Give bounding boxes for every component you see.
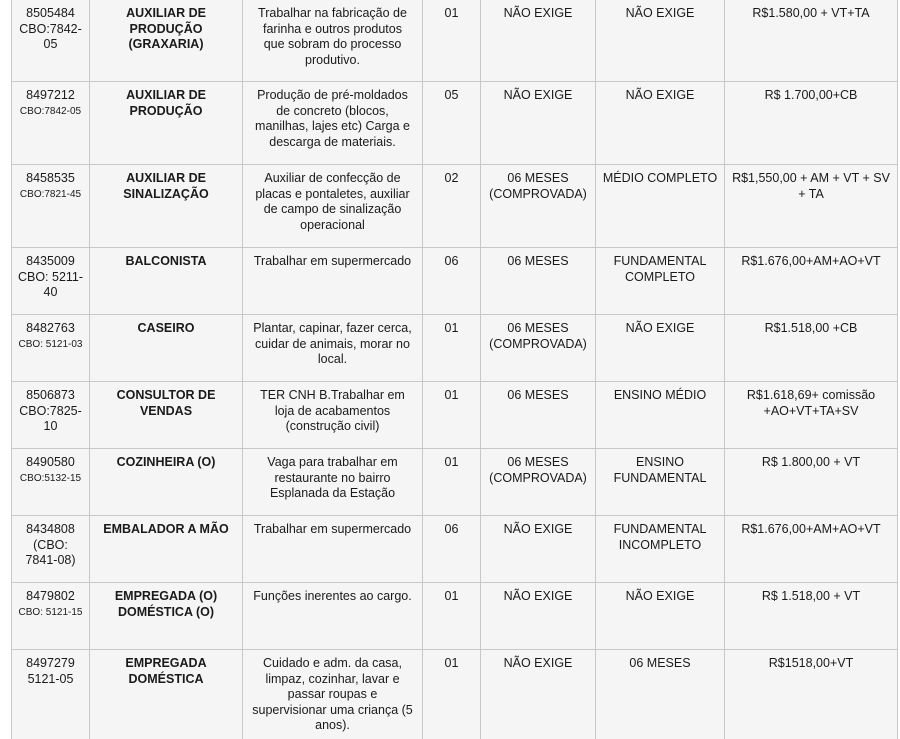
experience: NÃO EXIGE	[481, 82, 596, 165]
table-row	[12, 165, 898, 248]
job-title: COZINHEIRA (O)	[90, 449, 243, 516]
cbo-code: CBO: 5121-03	[18, 338, 83, 350]
vacancies: 01	[423, 382, 481, 449]
salary: R$1.618,69+ comissão +AO+VT+TA+SV	[725, 382, 898, 449]
job-code-cell	[12, 315, 90, 382]
cbo-code: CBO: 5121-15	[18, 606, 83, 618]
job-description: Produção de pré-moldados de concreto (blocos, manilhas, lajes etc) Carga e descarga de materiais.	[243, 82, 423, 165]
education: NÃO EXIGE	[596, 0, 725, 82]
cbo-code: CBO:7825-10	[19, 403, 82, 433]
vacancies: 01	[423, 315, 481, 382]
education: FUNDAMENTAL COMPLETO	[596, 248, 725, 315]
education: ENSINO FUNDAMENTAL	[596, 449, 725, 516]
cbo-code: 5121-05	[27, 671, 74, 686]
education: 06 MESES	[596, 650, 725, 739]
job-code: 8458535	[26, 171, 75, 185]
cbo-code: (CBO: 7841-08)	[25, 537, 76, 567]
table-row	[12, 382, 898, 449]
job-code: 8435009	[26, 254, 75, 268]
job-title: CONSULTOR DE VENDAS	[90, 382, 243, 449]
job-title: BALCONISTA	[90, 248, 243, 315]
job-table-body	[12, 0, 898, 739]
vacancies: 05	[423, 82, 481, 165]
table-row	[12, 449, 898, 516]
job-description: Funções inerentes ao cargo.	[243, 583, 423, 650]
experience: 06 MESES (COMPROVADA)	[481, 315, 596, 382]
job-code: 8506873	[26, 388, 75, 402]
job-title: EMBALADOR A MÃO	[90, 516, 243, 583]
table-row	[12, 516, 898, 583]
education: MÉDIO COMPLETO	[596, 165, 725, 248]
job-description: Auxiliar de confecção de placas e pontaletes, auxiliar de campo de sinalização operacional	[243, 165, 423, 248]
vacancies: 02	[423, 165, 481, 248]
job-description: Trabalhar em supermercado	[243, 516, 423, 583]
table-row	[12, 248, 898, 315]
experience: NÃO EXIGE	[481, 650, 596, 739]
table-row	[12, 583, 898, 650]
job-code-cell	[12, 583, 90, 650]
salary: R$1.518,00 +CB	[725, 315, 898, 382]
cbo-code: CBO:5132-15	[19, 472, 82, 484]
education: FUNDAMENTAL INCOMPLETO	[596, 516, 725, 583]
table-row	[12, 650, 898, 739]
experience: NÃO EXIGE	[481, 583, 596, 650]
salary: R$1.580,00 + VT+TA	[725, 0, 898, 82]
education: NÃO EXIGE	[596, 82, 725, 165]
job-code-cell	[12, 650, 90, 739]
left-margin	[0, 0, 11, 739]
experience: 06 MESES (COMPROVADA)	[481, 449, 596, 516]
cbo-code: CBO: 5211-40	[17, 269, 84, 299]
job-code-cell	[12, 0, 90, 82]
job-code: 8490580	[26, 455, 75, 469]
salary: R$1.676,00+AM+AO+VT	[725, 516, 898, 583]
job-code: 8479802	[26, 589, 75, 603]
job-description: Plantar, capinar, fazer cerca, cuidar de animais, morar no local.	[243, 315, 423, 382]
cbo-code: CBO:7842-05	[19, 21, 82, 51]
vacancies: 01	[423, 449, 481, 516]
job-code-cell	[12, 516, 90, 583]
job-table	[11, 0, 898, 739]
salary: R$ 1.518,00 + VT	[725, 583, 898, 650]
job-code: 8482763	[26, 321, 75, 335]
job-description: Cuidado e adm. da casa, limpaz, cozinhar, lavar e passar roupas e supervisionar uma criança (5 anos).	[243, 650, 423, 739]
vacancies: 06	[423, 516, 481, 583]
experience: 06 MESES	[481, 248, 596, 315]
job-title: AUXILIAR DE SINALIZAÇÃO	[90, 165, 243, 248]
experience: NÃO EXIGE	[481, 0, 596, 82]
job-title: CASEIRO	[90, 315, 243, 382]
salary: R$1.676,00+AM+AO+VT	[725, 248, 898, 315]
job-code-cell	[12, 165, 90, 248]
job-description: Trabalhar na fabricação de farinha e outros produtos que sobram do processo produtivo.	[243, 0, 423, 82]
job-code: 8505484	[26, 6, 75, 20]
vacancies: 01	[423, 583, 481, 650]
vacancies: 06	[423, 248, 481, 315]
job-code: 8497279	[26, 656, 75, 670]
salary: R$1,550,00 + AM + VT + SV + TA	[725, 165, 898, 248]
job-code-cell	[12, 82, 90, 165]
job-code: 8497212	[26, 88, 75, 102]
education: NÃO EXIGE	[596, 583, 725, 650]
education: ENSINO MÉDIO	[596, 382, 725, 449]
job-title: EMPREGADA (O) DOMÉSTICA (O)	[90, 583, 243, 650]
vacancies: 01	[423, 650, 481, 739]
job-title: EMPREGADA DOMÉSTICA	[90, 650, 243, 739]
table-row	[12, 0, 898, 82]
table-row	[12, 315, 898, 382]
experience: 06 MESES	[481, 382, 596, 449]
cbo-code: CBO:7842-05	[19, 105, 82, 117]
job-description: Trabalhar em supermercado	[243, 248, 423, 315]
job-description: Vaga para trabalhar em restaurante no bairro Esplanada da Estação	[243, 449, 423, 516]
job-description: TER CNH B.Trabalhar em loja de acabamentos (construção civil)	[243, 382, 423, 449]
education: NÃO EXIGE	[596, 315, 725, 382]
job-title: AUXILIAR DE PRODUÇÃO (GRAXARIA)	[90, 0, 243, 82]
salary: R$1518,00+VT	[725, 650, 898, 739]
cbo-code: CBO:7821-45	[19, 188, 82, 200]
job-code-cell	[12, 248, 90, 315]
vacancies: 01	[423, 0, 481, 82]
job-code: 8434808	[26, 522, 75, 536]
job-code-cell	[12, 382, 90, 449]
experience: 06 MESES (COMPROVADA)	[481, 165, 596, 248]
job-title: AUXILIAR DE PRODUÇÃO	[90, 82, 243, 165]
salary: R$ 1.800,00 + VT	[725, 449, 898, 516]
table-row	[12, 82, 898, 165]
salary: R$ 1.700,00+CB	[725, 82, 898, 165]
job-code-cell	[12, 449, 90, 516]
experience: NÃO EXIGE	[481, 516, 596, 583]
